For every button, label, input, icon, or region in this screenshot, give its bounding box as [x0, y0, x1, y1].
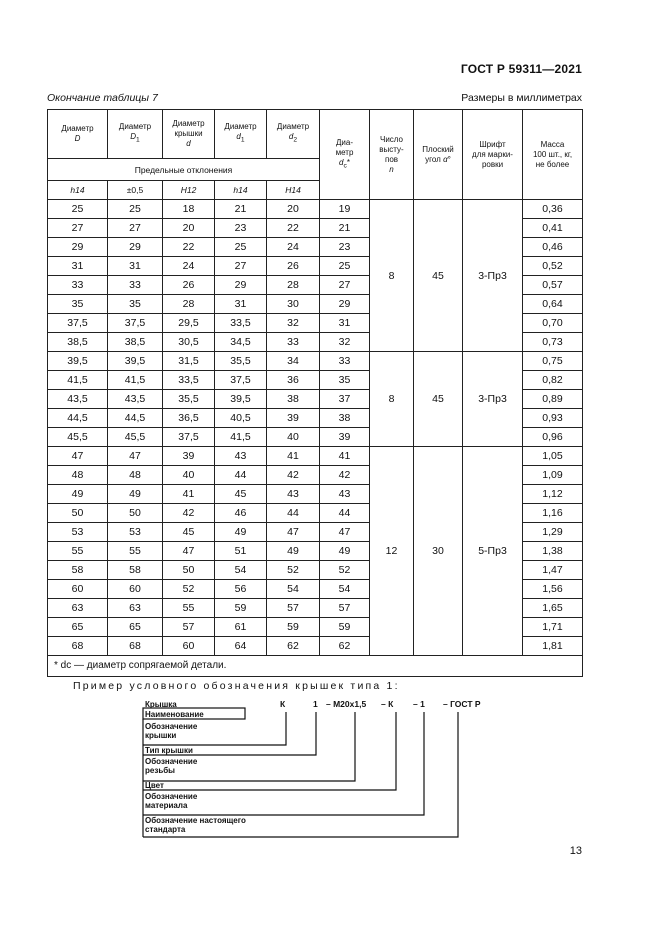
table-cell: 49 — [320, 542, 370, 561]
table-cell: 47 — [163, 542, 215, 561]
table-cell: 40,5 — [215, 409, 267, 428]
table-cell: 42 — [163, 504, 215, 523]
table-cell: 55 — [48, 542, 108, 561]
table-cell: 27 — [48, 219, 108, 238]
table-cell: 33,5 — [163, 371, 215, 390]
table-cell: 44,5 — [108, 409, 163, 428]
table-cell: 38,5 — [48, 333, 108, 352]
table-cell: 30,5 — [163, 333, 215, 352]
mass-cell: 1,29 — [523, 523, 583, 542]
table-cell: 50 — [108, 504, 163, 523]
label-standard: Обозначение настоящего стандарта — [145, 816, 246, 834]
mass-cell: 0,89 — [523, 390, 583, 409]
table-cell: 43 — [267, 485, 320, 504]
table-cell: 52 — [320, 561, 370, 580]
table-cell: 53 — [108, 523, 163, 542]
table-cell: 28 — [163, 295, 215, 314]
footnote: * dc — диаметр сопрягаемой детали. — [48, 656, 583, 677]
table-cell: 41 — [267, 447, 320, 466]
table-cell: 65 — [108, 618, 163, 637]
table-cell: 54 — [267, 580, 320, 599]
table-cell: 56 — [215, 580, 267, 599]
table-cell: 45 — [163, 523, 215, 542]
table-cell: 49 — [108, 485, 163, 504]
table-cell: 50 — [163, 561, 215, 580]
table-cell: 31 — [108, 257, 163, 276]
mass-cell: 1,38 — [523, 542, 583, 561]
table-cell: 28 — [267, 276, 320, 295]
example-title: Пример условного обозначения крышек типа 1: — [73, 680, 400, 692]
table-cell: 62 — [267, 637, 320, 656]
table-cell: 39,5 — [48, 352, 108, 371]
table-cell: 52 — [163, 580, 215, 599]
table-cell: 33 — [48, 276, 108, 295]
table-cell: 29 — [48, 238, 108, 257]
head-D: Диаметр D — [48, 110, 108, 159]
table-cell: 58 — [108, 561, 163, 580]
table-cell: 52 — [267, 561, 320, 580]
table-cell: 48 — [108, 466, 163, 485]
table-cell: 44 — [267, 504, 320, 523]
table-cell: 41,5 — [215, 428, 267, 447]
table-cell: 31 — [320, 314, 370, 333]
table-cell: 31 — [215, 295, 267, 314]
table-cell: 35 — [48, 295, 108, 314]
table-cell: 47 — [108, 447, 163, 466]
table-cell: 65 — [48, 618, 108, 637]
table-cell: 25 — [215, 238, 267, 257]
code-material: – 1 — [413, 699, 425, 709]
table-cell: 25 — [108, 200, 163, 219]
table-cell: 29 — [215, 276, 267, 295]
code-thread: – М20х1,5 — [326, 699, 367, 709]
label-material: Обозначение материала — [145, 792, 198, 810]
table-cell: 33 — [320, 352, 370, 371]
table-cell: 37,5 — [163, 428, 215, 447]
tol-cell: h14 — [48, 181, 108, 200]
table-cell: 33 — [108, 276, 163, 295]
table-cell: 44,5 — [48, 409, 108, 428]
table-cell: 40 — [163, 466, 215, 485]
mass-cell: 1,56 — [523, 580, 583, 599]
label-name: Наименование — [145, 710, 204, 719]
table-caption: Окончание таблицы 7 — [47, 92, 158, 104]
table-cell: 26 — [163, 276, 215, 295]
table-cell: 41 — [320, 447, 370, 466]
standard-header: ГОСТ Р 59311—2021 — [460, 62, 582, 76]
table-cell: 68 — [48, 637, 108, 656]
table-cell: 59 — [267, 618, 320, 637]
table-cell: 35,5 — [215, 352, 267, 371]
table-cell: 55 — [108, 542, 163, 561]
table-cell: 34 — [267, 352, 320, 371]
table-cell: 43 — [320, 485, 370, 504]
table-cell: 22 — [267, 219, 320, 238]
table-cell: 39,5 — [215, 390, 267, 409]
table-cell: 64 — [215, 637, 267, 656]
mass-cell: 0,82 — [523, 371, 583, 390]
table-cell: 60 — [48, 580, 108, 599]
table-cell: 63 — [108, 599, 163, 618]
table-cell: 29 — [108, 238, 163, 257]
table-cell: 42 — [267, 466, 320, 485]
mass-cell: 1,16 — [523, 504, 583, 523]
head-font: Шрифт для марки- ровки — [463, 110, 523, 200]
table-cell: 29,5 — [163, 314, 215, 333]
table-cell: 21 — [215, 200, 267, 219]
mass-cell: 0,36 — [523, 200, 583, 219]
table-cell: 39 — [163, 447, 215, 466]
table-cell: 27 — [108, 219, 163, 238]
table-cell: 41,5 — [48, 371, 108, 390]
table-cell: 59 — [320, 618, 370, 637]
table-cell: 27 — [320, 276, 370, 295]
table-cell: 26 — [267, 257, 320, 276]
table-cell: 39 — [267, 409, 320, 428]
table-cell: 39,5 — [108, 352, 163, 371]
table-cell: 54 — [320, 580, 370, 599]
table-cell: 36 — [267, 371, 320, 390]
table-cell: 38 — [320, 409, 370, 428]
table-cell: 53 — [48, 523, 108, 542]
code-type: 1 — [313, 699, 318, 709]
head-dc: Диа- метр $d_c*$ — [320, 110, 370, 200]
table-cell: 60 — [108, 580, 163, 599]
tol-cell: ±0,5 — [108, 181, 163, 200]
table-cell: 33 — [267, 333, 320, 352]
table-cell: 47 — [267, 523, 320, 542]
table-cell: 60 — [163, 637, 215, 656]
mass-cell: 1,81 — [523, 637, 583, 656]
table-cell: 57 — [320, 599, 370, 618]
table-cell: 49 — [215, 523, 267, 542]
group-font-cell: 3-Пр3 — [463, 200, 523, 352]
mass-cell: 0,64 — [523, 295, 583, 314]
head-d: Диаметр крышки d — [163, 110, 215, 159]
group-alpha-cell: 45 — [414, 352, 463, 447]
table-cell: 20 — [267, 200, 320, 219]
table-cell: 43,5 — [48, 390, 108, 409]
table-cell: 46 — [215, 504, 267, 523]
mass-cell: 0,70 — [523, 314, 583, 333]
table-cell: 24 — [267, 238, 320, 257]
head-d1: Диаметр $d_1$ — [215, 110, 267, 159]
table-cell: 23 — [215, 219, 267, 238]
table-cell: 24 — [163, 257, 215, 276]
mass-cell: 0,96 — [523, 428, 583, 447]
table-cell: 63 — [48, 599, 108, 618]
table-cell: 41 — [163, 485, 215, 504]
table-cell: 47 — [48, 447, 108, 466]
table-cell: 32 — [267, 314, 320, 333]
table-cell: 61 — [215, 618, 267, 637]
tol-cell: h14 — [215, 181, 267, 200]
table-cell: 38 — [267, 390, 320, 409]
table-cell: 21 — [320, 219, 370, 238]
page-number: 13 — [569, 845, 582, 857]
head-mass: Масса 100 шт., кг, не более — [523, 110, 583, 200]
label-cap-designation: Обозначение крышки — [145, 722, 198, 740]
table-cell: 41,5 — [108, 371, 163, 390]
table-cell: 62 — [320, 637, 370, 656]
group-n-cell: 8 — [370, 352, 414, 447]
table-cell: 36,5 — [163, 409, 215, 428]
table-cell: 50 — [48, 504, 108, 523]
mass-cell: 1,47 — [523, 561, 583, 580]
table-cell: 25 — [48, 200, 108, 219]
table-cell: 43 — [215, 447, 267, 466]
mass-cell: 1,05 — [523, 447, 583, 466]
table-cell: 59 — [215, 599, 267, 618]
head-D1: Диаметр $D_1$ — [108, 110, 163, 159]
table-cell: 35,5 — [163, 390, 215, 409]
table-cell: 20 — [163, 219, 215, 238]
table-cell: 68 — [108, 637, 163, 656]
group-alpha-cell: 30 — [414, 447, 463, 656]
table-cell: 55 — [163, 599, 215, 618]
head-n: Число высту- пов n — [370, 110, 414, 200]
table-cell: 49 — [267, 542, 320, 561]
table-cell: 35 — [320, 371, 370, 390]
table-cell: 44 — [320, 504, 370, 523]
table-cell: 57 — [267, 599, 320, 618]
group-alpha-cell: 45 — [414, 200, 463, 352]
table-cell: 30 — [267, 295, 320, 314]
label-cap-type: Тип крышки — [145, 746, 193, 755]
table-cell: 34,5 — [215, 333, 267, 352]
mass-cell: 1,65 — [523, 599, 583, 618]
table-cell: 31,5 — [163, 352, 215, 371]
table-cell: 38,5 — [108, 333, 163, 352]
table-cell: 23 — [320, 238, 370, 257]
head-deviations: Предельные отклонения — [48, 159, 320, 181]
table-cell: 37,5 — [48, 314, 108, 333]
table-cell: 40 — [267, 428, 320, 447]
table-cell: 45 — [215, 485, 267, 504]
table-cell: 33,5 — [215, 314, 267, 333]
code-color: – К — [381, 699, 394, 709]
table-cell: 47 — [320, 523, 370, 542]
label-cap: Крышка — [145, 700, 177, 709]
tol-cell: H12 — [163, 181, 215, 200]
head-alpha: Плоский угол α° — [414, 110, 463, 200]
head-d2: Диаметр $d_2$ — [267, 110, 320, 159]
mass-cell: 1,09 — [523, 466, 583, 485]
table-cell: 45,5 — [48, 428, 108, 447]
code-cap: К — [280, 699, 286, 709]
mass-cell: 0,93 — [523, 409, 583, 428]
table-cell: 29 — [320, 295, 370, 314]
mass-cell: 1,71 — [523, 618, 583, 637]
code-standard: – ГОСТ Р — [443, 699, 481, 709]
table-cell: 32 — [320, 333, 370, 352]
table-cell: 27 — [215, 257, 267, 276]
table-cell: 35 — [108, 295, 163, 314]
table-cell: 31 — [48, 257, 108, 276]
group-n-cell: 12 — [370, 447, 414, 656]
table-cell: 25 — [320, 257, 370, 276]
table-cell: 57 — [163, 618, 215, 637]
table-cell: 48 — [48, 466, 108, 485]
table-cell: 18 — [163, 200, 215, 219]
tol-cell: H14 — [267, 181, 320, 200]
mass-cell: 0,57 — [523, 276, 583, 295]
mass-cell: 1,12 — [523, 485, 583, 504]
table-cell: 58 — [48, 561, 108, 580]
group-font-cell: 3-Пр3 — [463, 352, 523, 447]
table-cell: 45,5 — [108, 428, 163, 447]
table-cell: 44 — [215, 466, 267, 485]
label-thread: Обозначение резьбы — [145, 757, 198, 775]
mass-cell: 0,41 — [523, 219, 583, 238]
table-cell: 54 — [215, 561, 267, 580]
mass-cell: 0,52 — [523, 257, 583, 276]
mass-cell: 0,46 — [523, 238, 583, 257]
table-cell: 49 — [48, 485, 108, 504]
table-cell: 42 — [320, 466, 370, 485]
table-cell: 51 — [215, 542, 267, 561]
group-font-cell: 5-Пр3 — [463, 447, 523, 656]
table-cell: 22 — [163, 238, 215, 257]
table-cell: 37,5 — [215, 371, 267, 390]
table-cell: 39 — [320, 428, 370, 447]
label-color: Цвет — [145, 781, 164, 790]
units-caption: Размеры в миллиметрах — [461, 92, 582, 104]
mass-cell: 0,73 — [523, 333, 583, 352]
table-cell: 37 — [320, 390, 370, 409]
table-cell: 37,5 — [108, 314, 163, 333]
mass-cell: 0,75 — [523, 352, 583, 371]
table-cell: 19 — [320, 200, 370, 219]
table-cell: 43,5 — [108, 390, 163, 409]
group-n-cell: 8 — [370, 200, 414, 352]
